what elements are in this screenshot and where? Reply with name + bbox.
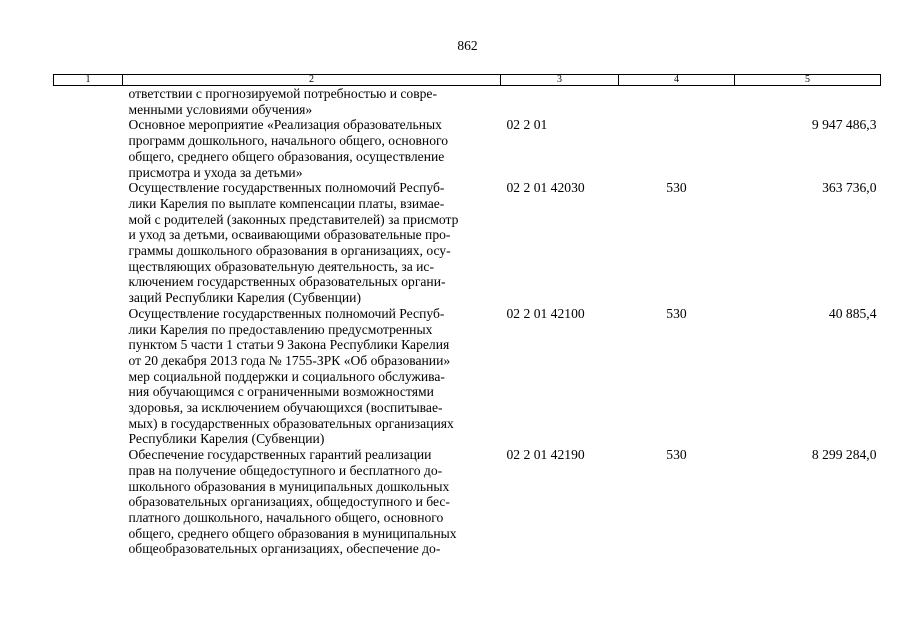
table-row xyxy=(54,447,881,557)
row-code: 02 2 01 42190 xyxy=(506,447,585,463)
row-amount: 40 885,4 xyxy=(828,305,877,321)
column-number-3: 3 xyxy=(501,75,619,86)
table-row xyxy=(54,180,881,306)
description-line: Осуществление государственных полномочий Респуб- xyxy=(128,180,445,196)
row-amount: 363 736,0 xyxy=(822,180,877,196)
row-number-cell xyxy=(54,306,123,447)
description-line: присмотра и ухода за детьми» xyxy=(128,164,303,180)
description-line: образовательных организациях, общедоступного и бес- xyxy=(128,494,450,510)
description-line: от 20 декабря 2013 года № 1755-ЗРК «Об образовании» xyxy=(128,352,451,368)
column-number-row xyxy=(54,75,881,86)
description-line: программ дошкольного, начального общего, основного xyxy=(128,133,449,149)
description-line: ния обучающимся с ограниченными возможностями xyxy=(128,384,434,400)
row-number-cell xyxy=(54,117,123,180)
description-line: школьного образования в муниципальных дошкольных xyxy=(128,478,450,494)
description-line: ществляющих образовательную деятельность, за ис- xyxy=(128,258,434,274)
row-expense-type: 530 xyxy=(666,180,687,196)
row-description xyxy=(123,117,501,180)
row-code: 02 2 01 xyxy=(506,117,548,133)
description-line: заций Республики Карелия (Субвенции) xyxy=(128,290,361,306)
description-line: менными условиями обучения» xyxy=(128,101,313,117)
page-number: 862 xyxy=(457,38,478,53)
description-line: Обеспечение государственных гарантий реализации xyxy=(128,447,432,463)
description-line: граммы дошкольного образования в организациях, осу- xyxy=(128,243,451,259)
column-number-5: 5 xyxy=(735,75,881,86)
row-number-cell xyxy=(54,447,123,557)
description-line: пунктом 5 части 1 статьи 9 Закона Республики Карелия xyxy=(128,337,450,353)
description-line: мой с родителей (законных представителей) за присмотр xyxy=(128,211,459,227)
description-line: лики Карелия по выплате компенсации платы, взимае- xyxy=(128,195,445,211)
description-line: Осуществление государственных полномочий Респуб- xyxy=(128,305,445,321)
description-line: мер социальной поддержки и социального обслужива- xyxy=(128,368,445,384)
table-row xyxy=(54,86,881,118)
row-expense-type xyxy=(619,86,735,118)
description-line: ответствии с прогнозируемой потребностью и совре- xyxy=(128,86,437,101)
column-number-2: 2 xyxy=(123,75,501,86)
budget-table xyxy=(53,74,881,557)
description-line: прав на получение общедоступного и бесплатного до- xyxy=(128,462,443,478)
description-line: общего, среднего общего образования в муниципальных xyxy=(128,525,457,541)
row-code xyxy=(501,86,619,118)
row-description xyxy=(123,180,501,306)
description-line: платного дошкольного, начального общего, основного xyxy=(128,509,444,525)
row-amount: 8 299 284,0 xyxy=(811,447,877,463)
description-line: Республики Карелия (Субвенции) xyxy=(128,431,325,447)
column-number-1: 1 xyxy=(54,75,123,86)
row-amount xyxy=(735,86,881,118)
row-code: 02 2 01 42100 xyxy=(506,305,585,321)
row-expense-type: 530 xyxy=(666,447,687,463)
row-expense-type xyxy=(619,117,735,180)
row-description xyxy=(123,447,501,557)
row-number-cell xyxy=(54,86,123,118)
row-description xyxy=(123,306,501,447)
description-line: общеобразовательных организациях, обеспечение до- xyxy=(128,541,441,557)
table-row xyxy=(54,306,881,447)
description-line: Основное мероприятие «Реализация образовательных xyxy=(128,117,442,133)
row-description xyxy=(123,86,501,118)
description-line: и уход за детьми, осваивающими образовательные про- xyxy=(128,227,451,243)
table-row xyxy=(54,117,881,180)
description-line: общего, среднего общего образования, осуществление xyxy=(128,148,445,164)
row-amount: 9 947 486,3 xyxy=(811,117,877,133)
row-expense-type: 530 xyxy=(666,305,687,321)
row-number-cell xyxy=(54,180,123,306)
description-line: ключением государственных образовательных органи- xyxy=(128,274,446,290)
description-line: здоровья, за исключением обучающихся (воспитывае- xyxy=(128,400,443,416)
row-code: 02 2 01 42030 xyxy=(506,180,585,196)
description-line: лики Карелия по предоставлению предусмотренных xyxy=(128,321,433,337)
column-number-4: 4 xyxy=(619,75,735,86)
description-line: мых) в государственных образовательных организациях xyxy=(128,415,454,431)
